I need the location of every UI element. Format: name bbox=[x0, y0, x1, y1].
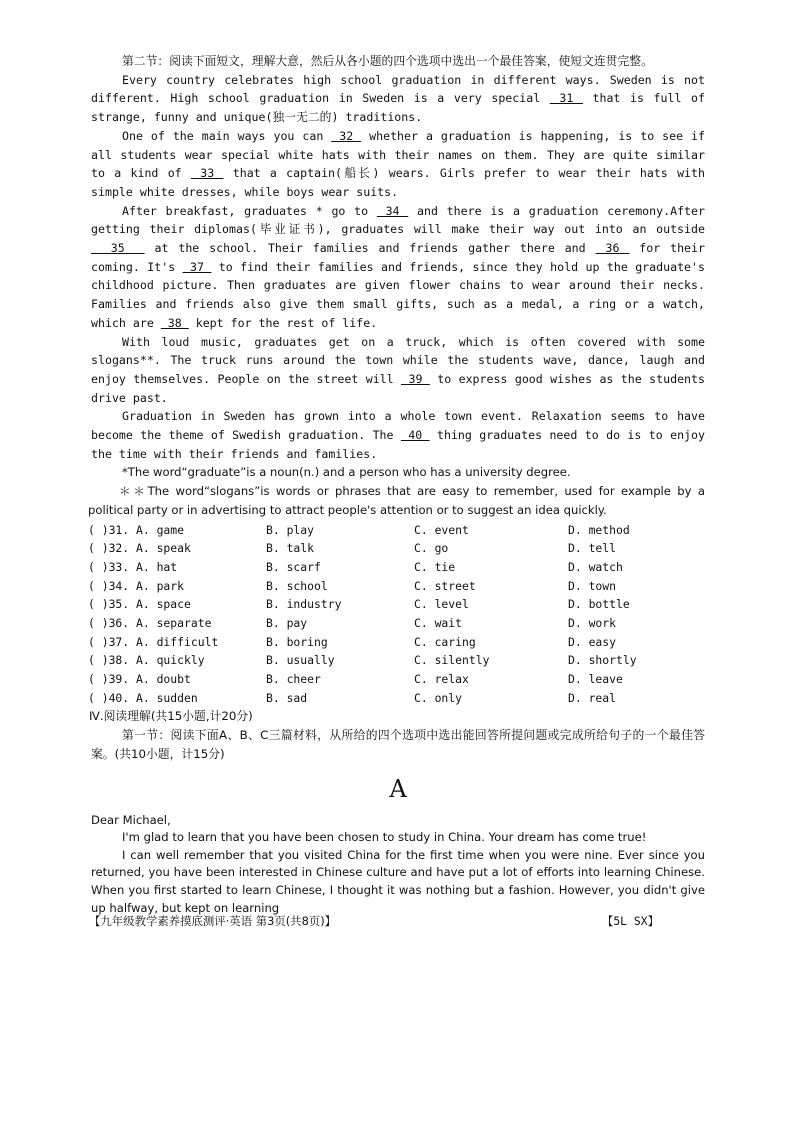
passage-paragraph-3 bbox=[91, 202, 705, 333]
option-c: C. only bbox=[414, 690, 463, 705]
footer-exam-info: 【九年级教学素养摸底测评·英语 第3页(共8页)】 bbox=[89, 914, 337, 928]
text: Graduation in Sweden has grown into a whole town event. Relaxation seems to have become the theme of Swedish graduation. The bbox=[91, 409, 705, 443]
option-row bbox=[88, 577, 705, 596]
option-row bbox=[88, 539, 705, 558]
letter-paragraph-1: I'm glad to learn that you have been chosen to study in China. Your dream has come true! bbox=[122, 830, 647, 845]
text: to find their families and friends, since they hold up the graduate's childhood picture. Then graduates are given flower chains to wear around their necks. Families and friends also give them small gifts, such as a medal, a ring or a watch, which are bbox=[91, 259, 706, 330]
option-d: D. work bbox=[568, 616, 617, 631]
option-row bbox=[88, 595, 705, 614]
option-b: B. usually bbox=[266, 653, 335, 668]
section4-part1-instruction: 第一节：阅读下面A、B、C三篇材料，从所给的四个选项中选出能回答所提问题或完成所给句子的一个最佳答案。(共10小题，计15分) bbox=[91, 728, 705, 761]
option-c: C. street bbox=[414, 578, 476, 593]
option-b: B. play bbox=[266, 522, 315, 537]
option-c: C. event bbox=[414, 522, 469, 537]
option-b: B. pay bbox=[266, 616, 308, 631]
text: thing graduates need to do is to enjoy the time with their friends and families. bbox=[91, 428, 705, 461]
letter-passage bbox=[91, 812, 705, 918]
option-d: D. bottle bbox=[568, 597, 630, 612]
blank-35: 35 bbox=[91, 241, 145, 256]
section2-instruction: 第二节：阅读下面短文，理解大意，然后从各小题的四个选项中选出一个最佳答案，使短文连贯完整。 bbox=[122, 54, 653, 68]
text: to express good wishes as the students drive past. bbox=[91, 371, 705, 405]
letter-greeting: Dear Michael, bbox=[91, 812, 171, 827]
option-c: C. tie bbox=[414, 559, 456, 574]
option-row bbox=[88, 670, 705, 689]
option-d: D. easy bbox=[568, 634, 617, 649]
text: and there is a graduation ceremony.After getting their diplomas( bbox=[91, 203, 705, 237]
option-c: C. level bbox=[414, 597, 469, 612]
text: ) wears. Girls prefer to wear their hats with simple white dresses, while boys wear suits. bbox=[91, 166, 705, 199]
blank-32: 32 bbox=[331, 128, 362, 143]
blank-39: 39 bbox=[401, 371, 430, 386]
option-b: B. school bbox=[266, 578, 328, 593]
text-cn: 毕业证书 bbox=[256, 222, 318, 237]
option-b: B. sad bbox=[266, 690, 308, 705]
passage-paragraph-1 bbox=[91, 71, 705, 127]
passage-paragraph-2 bbox=[91, 127, 705, 202]
option-d: D. real bbox=[568, 690, 617, 705]
text: whether a graduation is happening, is to see if all students wear special white hats with their names on them. They are quite similar to a kind of bbox=[91, 128, 706, 181]
blank-40: 40 bbox=[400, 428, 430, 443]
option-question-a: ( )37. A. difficult bbox=[88, 634, 219, 649]
option-b: B. talk bbox=[266, 541, 315, 556]
page-footer bbox=[89, 913, 659, 929]
blank-37: 37 bbox=[182, 259, 212, 274]
option-c: C. silently bbox=[414, 653, 490, 668]
footnote-graduate: *The word“graduate”is a noun(n.) and a person who has a university degree. bbox=[122, 465, 571, 480]
blank-38: 38 bbox=[160, 315, 189, 330]
option-question-a: ( )34. A. park bbox=[88, 578, 185, 593]
option-question-a: ( )36. A. separate bbox=[88, 616, 212, 631]
cloze-passage bbox=[88, 71, 706, 520]
blank-31: 31 bbox=[549, 91, 583, 106]
text: One of the main ways you can bbox=[122, 128, 332, 143]
text: that is full of strange, funny and unique( bbox=[91, 91, 705, 125]
text: that a captain( bbox=[223, 166, 343, 181]
text: ), graduates will make their way out into an outside bbox=[317, 222, 705, 237]
option-b: B. boring bbox=[266, 634, 328, 649]
option-question-a: ( )33. A. hat bbox=[88, 559, 178, 574]
text: for their coming. It's bbox=[91, 241, 705, 274]
option-row bbox=[88, 521, 705, 540]
page-content bbox=[88, 52, 706, 917]
option-question-a: ( )31. A. game bbox=[88, 522, 185, 537]
option-d: D. method bbox=[568, 522, 630, 537]
footer-code: 【5L SX】 bbox=[601, 914, 659, 928]
passage-paragraph-4 bbox=[91, 333, 705, 408]
option-c: C. caring bbox=[414, 634, 476, 649]
text: ) traditions. bbox=[331, 110, 423, 125]
option-c: C. wait bbox=[414, 616, 463, 631]
passage-a-label: A bbox=[389, 774, 407, 803]
text: With loud music, graduates get on a truck, which is often covered with some slogans**. The truck runs around the town while the students wave, dance, laugh and enjoy themselves. People on the street will bbox=[91, 334, 705, 386]
option-c: C. go bbox=[414, 541, 449, 556]
passage-paragraph-5 bbox=[91, 407, 705, 463]
option-b: B. cheer bbox=[266, 672, 321, 687]
option-c: C. relax bbox=[414, 672, 469, 687]
text-cn: 船长 bbox=[342, 166, 373, 181]
footnote-slogans: ＊＊The word“slogans”is words or phrases that are easy to remember, used for example by a political party or in advertising to attract people's attention or to suggest an idea quickly. bbox=[88, 484, 705, 517]
option-d: D. town bbox=[568, 578, 617, 593]
option-d: D. leave bbox=[568, 672, 623, 687]
option-d: D. shortly bbox=[568, 653, 637, 668]
option-d: D. watch bbox=[568, 559, 623, 574]
text: Every country celebrates high school graduation in different ways. Sweden is not different. High school graduation in Sweden is a very special bbox=[91, 72, 705, 106]
option-row bbox=[88, 614, 705, 633]
text: kept for the rest of life. bbox=[188, 315, 378, 330]
text: After breakfast, graduates * go to bbox=[122, 203, 377, 218]
text: at the school. Their families and friends gather there and bbox=[144, 241, 596, 256]
option-b: B. scarf bbox=[266, 559, 321, 574]
blank-36: 36 bbox=[595, 241, 630, 256]
option-question-a: ( )40. A. sudden bbox=[88, 690, 198, 705]
text-cn: 独一无二的 bbox=[272, 110, 332, 125]
answer-options bbox=[88, 521, 705, 708]
option-question-a: ( )35. A. space bbox=[88, 597, 191, 612]
option-d: D. tell bbox=[568, 541, 617, 556]
option-question-a: ( )39. A. doubt bbox=[88, 672, 191, 687]
option-row bbox=[88, 558, 705, 577]
blank-33: 33 bbox=[190, 166, 224, 181]
option-row bbox=[88, 651, 705, 670]
option-row bbox=[88, 689, 705, 708]
letter-paragraph-2: I can well remember that you visited China for the first time when you were nine. Ever since you returned, you have been interested in Chinese culture and have put a lot of efforts into learning Chinese. When you first started to learn Chinese, I thought it was nothing but a fashion. However, you didn't give up halfway, but kept on learning bbox=[91, 847, 705, 915]
blank-34: 34 bbox=[376, 203, 409, 218]
section4-title: Ⅳ.阅读理解(共15小题,计20分) bbox=[89, 709, 253, 724]
option-b: B. industry bbox=[266, 597, 342, 612]
option-question-a: ( )32. A. speak bbox=[88, 541, 191, 556]
option-question-a: ( )38. A. quickly bbox=[88, 653, 205, 668]
option-row bbox=[88, 633, 705, 652]
